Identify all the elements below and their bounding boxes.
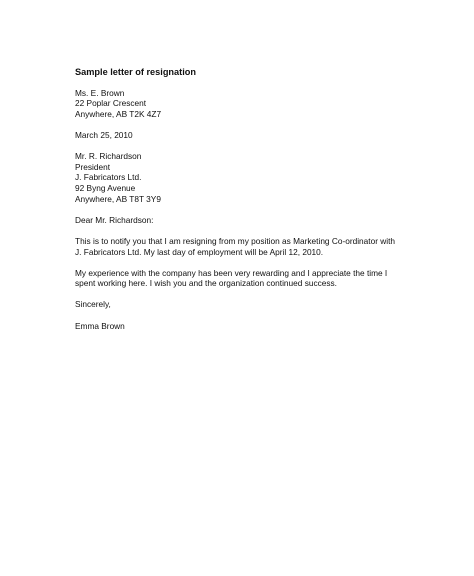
paragraph-line: J. Fabricators Ltd. My last day of employment will be April 12, 2010. [75,246,324,257]
recipient-city: Anywhere, AB T8T 3Y9 [75,193,161,204]
date-text: March 25, 2010 [75,129,133,140]
salutation [75,215,420,226]
body-paragraph-1 [75,236,420,257]
closing-text: Sincerely, [75,299,111,310]
sender-address [75,88,420,120]
letter-title: Sample letter of resignation [75,67,196,77]
recipient-title: President [75,161,111,172]
signature-name: Emma Brown [75,320,125,331]
letter-date [75,130,420,141]
recipient-street: 92 Byng Avenue [75,182,136,193]
salutation-text: Dear Mr. Richardson: [75,214,154,225]
paragraph-line: spent working here. I wish you and the organization continued success. [75,278,337,289]
paragraph-line: This is to notify you that I am resigning from my position as Marketing Co-ordinator with [75,235,396,246]
recipient-address [75,151,420,204]
resignation-letter [75,67,420,342]
closing [75,299,420,310]
paragraph-line: My experience with the company has been very rewarding and I appreciate the time I [75,267,388,278]
signature [75,321,420,332]
sender-name: Ms. E. Brown [75,87,125,98]
sender-street: 22 Poplar Crescent [75,98,147,109]
sender-city: Anywhere, AB T2K 4Z7 [75,108,162,119]
recipient-name: Mr. R. Richardson [75,151,142,162]
body-paragraph-2 [75,268,420,289]
recipient-company: J. Fabricators Ltd. [75,172,142,183]
